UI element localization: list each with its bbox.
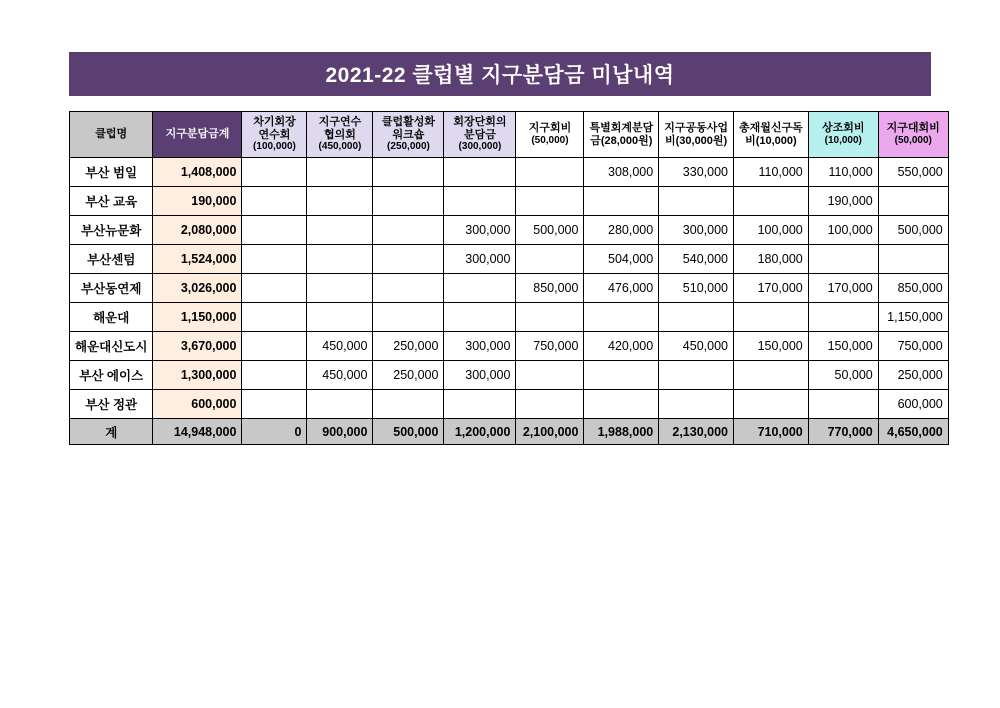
column-header-president-meeting-dues [444,112,516,158]
header-main-text: 상조회비 [821,122,865,135]
cell-district-convention-fee: 1,150,000 [878,303,948,332]
cell-club-activation-workshop [373,303,444,332]
cell-joint-project-fee [659,187,734,216]
header-main-text: 총재월신구독 비(10,000) [738,121,803,147]
cell-total-dues: 1,524,000 [153,245,242,274]
cell-president-meeting-dues: 300,000 [444,332,516,361]
column-header-mutual-aid-fee [808,112,878,158]
row-club-name: 부산 에이스 [70,361,153,390]
cell-next-president-training [242,274,307,303]
document-title: 2021-22 클럽별 지구분담금 미납내역 [69,52,931,96]
cell-joint-project-fee: 330,000 [659,158,734,187]
table-row [70,303,949,332]
table-body [70,158,949,445]
cell-district-training-council [307,303,373,332]
cell-district-fee [516,187,584,216]
cell-club-activation-workshop: 250,000 [373,361,444,390]
cell-president-meeting-dues: 300,000 [444,361,516,390]
column-header-district-convention-fee [878,112,948,158]
header-sub-text: (450,000) [318,141,362,153]
header-sub-text: (250,000) [387,141,430,153]
cell-district-training-council: 450,000 [307,361,373,390]
row-club-name: 부산 정관 [70,390,153,419]
cell-special-account-dues [584,187,659,216]
cell-district-fee [516,361,584,390]
cell-president-meeting-dues [444,390,516,419]
summary-special-account-dues: 1,988,000 [584,419,659,445]
cell-next-president-training [242,187,307,216]
cell-total-dues: 190,000 [153,187,242,216]
cell-mutual-aid-fee: 50,000 [808,361,878,390]
header-main-text: 지구분담금계 [165,128,230,141]
table-row [70,332,949,361]
cell-district-convention-fee [878,187,948,216]
row-club-name: 부산 교육 [70,187,153,216]
cell-president-meeting-dues [444,187,516,216]
cell-magazine-subscription [733,361,808,390]
cell-district-training-council [307,390,373,419]
row-club-name: 해운대신도시 [70,332,153,361]
row-club-name: 해운대 [70,303,153,332]
cell-district-convention-fee: 750,000 [878,332,948,361]
cell-district-fee [516,390,584,419]
cell-mutual-aid-fee: 100,000 [808,216,878,245]
cell-club-activation-workshop [373,158,444,187]
cell-mutual-aid-fee: 150,000 [808,332,878,361]
cell-club-activation-workshop [373,390,444,419]
cell-district-convention-fee [878,245,948,274]
cell-special-account-dues: 308,000 [584,158,659,187]
cell-district-fee: 850,000 [516,274,584,303]
table-row [70,274,949,303]
cell-next-president-training [242,303,307,332]
header-row [70,112,949,158]
cell-joint-project-fee [659,390,734,419]
cell-special-account-dues [584,303,659,332]
cell-district-training-council: 450,000 [307,332,373,361]
header-main-text: 지구연수 협의회 [318,116,362,141]
header-sub-text: (300,000) [458,141,502,153]
table-row [70,216,949,245]
cell-next-president-training [242,245,307,274]
cell-joint-project-fee: 300,000 [659,216,734,245]
cell-next-president-training [242,216,307,245]
column-header-club-activation-workshop [373,112,444,158]
cell-magazine-subscription: 150,000 [733,332,808,361]
column-header-club-name [70,112,153,158]
row-club-name: 부산 범일 [70,158,153,187]
table-row [70,158,949,187]
header-main-text: 지구회비 [528,122,572,135]
row-club-name: 부산센텀 [70,245,153,274]
cell-district-fee [516,158,584,187]
summary-club-activation-workshop: 500,000 [373,419,444,445]
cell-joint-project-fee: 540,000 [659,245,734,274]
column-header-district-fee [516,112,584,158]
cell-president-meeting-dues [444,274,516,303]
cell-special-account-dues [584,361,659,390]
cell-mutual-aid-fee [808,303,878,332]
summary-district-training-council: 900,000 [307,419,373,445]
cell-president-meeting-dues: 300,000 [444,245,516,274]
cell-magazine-subscription: 180,000 [733,245,808,274]
cell-next-president-training [242,158,307,187]
header-sub-text: (50,000) [531,135,569,147]
cell-president-meeting-dues: 300,000 [444,216,516,245]
table-header [70,112,949,158]
cell-total-dues: 1,408,000 [153,158,242,187]
column-header-joint-project-fee [659,112,734,158]
header-main-text: 지구공동사업 비(30,000원) [664,121,728,147]
cell-total-dues: 2,080,000 [153,216,242,245]
cell-mutual-aid-fee: 170,000 [808,274,878,303]
cell-total-dues: 3,026,000 [153,274,242,303]
cell-president-meeting-dues [444,158,516,187]
cell-mutual-aid-fee [808,245,878,274]
cell-joint-project-fee [659,303,734,332]
cell-district-fee: 750,000 [516,332,584,361]
cell-mutual-aid-fee [808,390,878,419]
cell-magazine-subscription: 100,000 [733,216,808,245]
cell-total-dues: 3,670,000 [153,332,242,361]
header-main-text: 특별회계분담 금(28,000원) [589,121,654,147]
cell-special-account-dues: 476,000 [584,274,659,303]
cell-joint-project-fee [659,361,734,390]
cell-club-activation-workshop [373,187,444,216]
cell-club-activation-workshop [373,245,444,274]
column-header-district-training-council [307,112,373,158]
cell-district-training-council [307,187,373,216]
cell-president-meeting-dues [444,303,516,332]
cell-magazine-subscription [733,390,808,419]
cell-district-fee: 500,000 [516,216,584,245]
summary-joint-project-fee: 2,130,000 [659,419,734,445]
cell-next-president-training [242,332,307,361]
cell-magazine-subscription [733,303,808,332]
header-sub-text: (50,000) [894,135,932,147]
table-row [70,187,949,216]
cell-special-account-dues: 280,000 [584,216,659,245]
cell-total-dues: 1,150,000 [153,303,242,332]
header-main-text: 회장단회의 분담금 [453,116,507,141]
table-row [70,245,949,274]
table-row [70,361,949,390]
cell-special-account-dues: 420,000 [584,332,659,361]
header-main-text: 클럽명 [95,128,128,141]
unpaid-district-dues-table [69,111,949,445]
cell-club-activation-workshop [373,216,444,245]
cell-district-fee [516,245,584,274]
cell-joint-project-fee: 450,000 [659,332,734,361]
cell-district-training-council [307,216,373,245]
column-header-special-account-dues [584,112,659,158]
cell-district-convention-fee: 500,000 [878,216,948,245]
cell-joint-project-fee: 510,000 [659,274,734,303]
cell-magazine-subscription [733,187,808,216]
header-sub-text: (100,000) [253,141,296,153]
cell-club-activation-workshop [373,274,444,303]
cell-district-training-council [307,158,373,187]
cell-magazine-subscription: 110,000 [733,158,808,187]
cell-district-convention-fee: 600,000 [878,390,948,419]
cell-total-dues: 600,000 [153,390,242,419]
cell-mutual-aid-fee: 110,000 [808,158,878,187]
cell-special-account-dues: 504,000 [584,245,659,274]
cell-district-convention-fee: 250,000 [878,361,948,390]
cell-magazine-subscription: 170,000 [733,274,808,303]
summary-mutual-aid-fee: 770,000 [808,419,878,445]
cell-next-president-training [242,390,307,419]
header-sub-text: (10,000) [824,135,862,147]
cell-next-president-training [242,361,307,390]
cell-district-convention-fee: 850,000 [878,274,948,303]
cell-mutual-aid-fee: 190,000 [808,187,878,216]
header-main-text: 클럽활성화 워크숍 [381,116,436,141]
summary-district-convention-fee: 4,650,000 [878,419,948,445]
cell-district-training-council [307,245,373,274]
cell-special-account-dues [584,390,659,419]
cell-total-dues: 1,300,000 [153,361,242,390]
summary-president-meeting-dues: 1,200,000 [444,419,516,445]
summary-magazine-subscription: 710,000 [733,419,808,445]
summary-row [70,419,949,445]
summary-district-fee: 2,100,000 [516,419,584,445]
summary-label: 계 [70,419,153,445]
table-row [70,390,949,419]
cell-district-training-council [307,274,373,303]
header-main-text: 지구대회비 [886,122,940,135]
cell-club-activation-workshop: 250,000 [373,332,444,361]
row-club-name: 부산뉴문화 [70,216,153,245]
cell-district-convention-fee: 550,000 [878,158,948,187]
cell-district-fee [516,303,584,332]
row-club-name: 부산동연제 [70,274,153,303]
column-header-total-dues [153,112,242,158]
column-header-next-president-training [242,112,307,158]
header-main-text: 차기회장 연수회 [253,116,296,141]
column-header-magazine-subscription [733,112,808,158]
summary-total-dues: 14,948,000 [153,419,242,445]
summary-next-president-training: 0 [242,419,307,445]
